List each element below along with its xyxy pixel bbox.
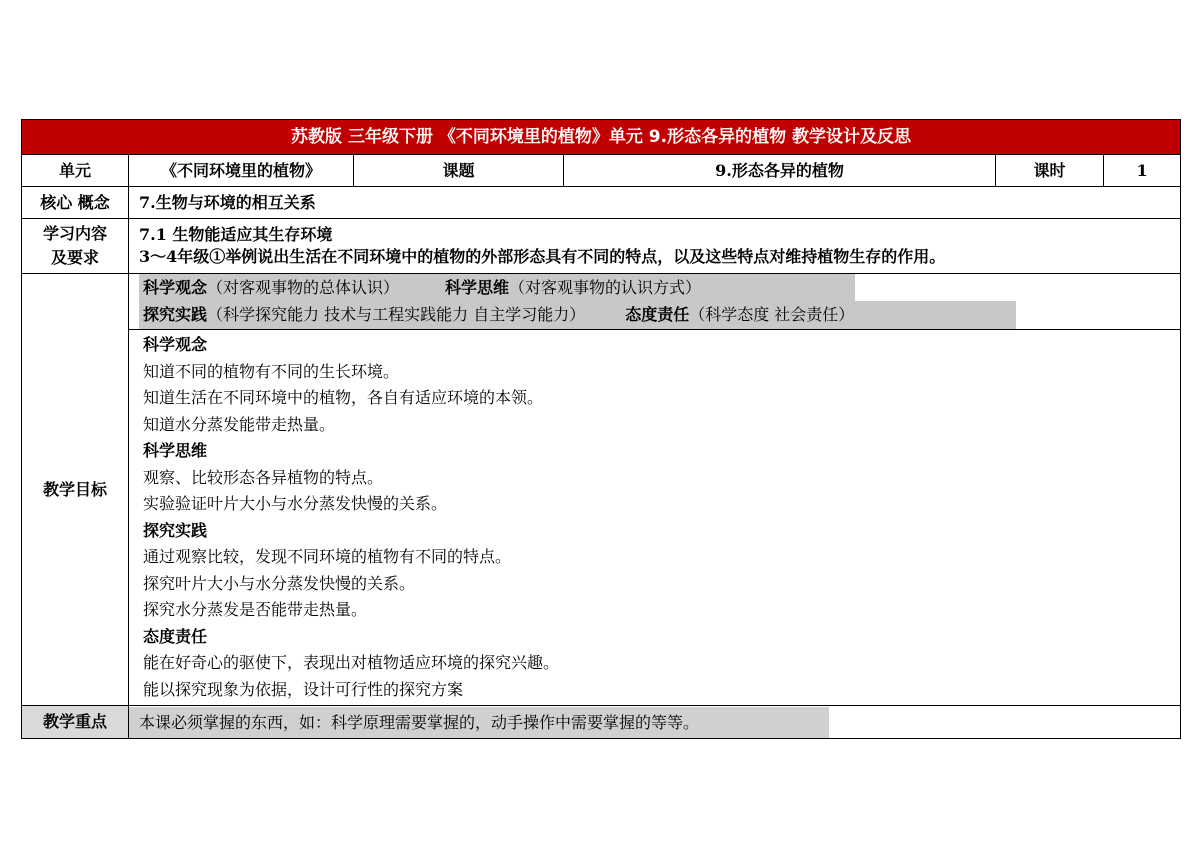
learning-content	[129, 219, 1181, 274]
lesson-plan-table	[21, 119, 1181, 739]
unit-label: 单元	[22, 155, 129, 187]
objective-item: 能以探究现象为依据，设计可行性的探究方案	[143, 679, 464, 699]
objective-heading-practice: 探究实践	[143, 520, 208, 540]
period-value: 1	[1104, 155, 1181, 187]
key-points-row	[22, 706, 1181, 739]
objective-item: 实验验证叶片大小与水分蒸发快慢的关系。	[143, 494, 448, 513]
objective-item: 知道水分蒸发能带走热量。	[143, 414, 336, 434]
objective-heading-concept: 科学观念	[143, 335, 208, 354]
learning-label	[22, 219, 129, 274]
objective-item: 通过观察比较，发现不同环境的植物有不同的特点。	[143, 547, 512, 566]
lesson-plan-document	[21, 119, 1180, 739]
objective-item: 探究水分蒸发是否能带走热量。	[143, 600, 368, 619]
literacy-concept-title: 科学观念	[143, 278, 208, 297]
topic-label: 课题	[354, 155, 564, 187]
topic-value: 9.形态各异的植物	[564, 155, 996, 187]
unit-value: 《不同环境里的植物》	[129, 155, 354, 187]
literacy-practice-desc: （科学探究能力 技术与工程实践能力 自主学习能力）	[207, 305, 586, 324]
header-row	[22, 155, 1181, 187]
learning-line1: 7.1 生物能适应其生存环境	[139, 225, 333, 244]
key-points-cell	[129, 706, 1181, 739]
literacy-thinking-title: 科学思维	[445, 278, 510, 297]
objective-heading-attitude: 态度责任	[143, 626, 208, 646]
objectives-content	[129, 274, 1181, 706]
key-points-value: 本课必须掌握的东西，如：科学原理需要掌握的，动手操作中需要掌握的等等。	[129, 707, 829, 738]
objective-item: 观察、比较形态各异植物的特点。	[143, 467, 384, 487]
literacy-block	[129, 274, 1180, 330]
objectives-list	[129, 330, 1180, 705]
literacy-row-2	[139, 301, 1180, 329]
objective-item: 知道不同的植物有不同的生长环境。	[143, 361, 400, 381]
literacy-concept-desc: （对客观事物的总体认识）	[207, 278, 400, 297]
document-title: 苏教版 三年级下册 《不同环境里的植物》单元 9.形态各异的植物 教学设计及反思	[22, 120, 1181, 155]
literacy-practice-title: 探究实践	[143, 305, 208, 324]
key-points-label: 教学重点	[22, 706, 129, 739]
core-concept-label: 核心 概念	[22, 187, 129, 219]
objective-item: 能在好奇心的驱使下，表现出对植物适应环境的探究兴趣。	[143, 653, 560, 672]
period-label: 课时	[996, 155, 1104, 187]
objectives-row	[22, 274, 1181, 706]
learning-row	[22, 219, 1181, 274]
core-concept-row	[22, 187, 1181, 219]
literacy-attitude-title: 态度责任	[625, 305, 690, 324]
objective-item: 探究叶片大小与水分蒸发快慢的关系。	[143, 573, 416, 593]
objective-item: 知道生活在不同环境中的植物，各自有适应环境的本领。	[143, 388, 544, 407]
learning-label-line1: 学习内容	[42, 224, 107, 243]
literacy-row-1	[139, 274, 1180, 301]
core-concept-value: 7.生物与环境的相互关系	[129, 187, 1181, 219]
objective-heading-thinking: 科学思维	[143, 441, 208, 460]
objectives-label: 教学目标	[22, 274, 129, 706]
learning-label-line2: 及要求	[50, 248, 99, 267]
literacy-thinking-desc: （对客观事物的认识方式）	[509, 278, 702, 297]
title-row	[22, 120, 1181, 155]
literacy-attitude-desc: （科学态度 社会责任）	[689, 305, 855, 324]
learning-line2: 3～4年级①举例说出生活在不同环境中的植物的外部形态具有不同的特点，以及这些特点对维持植物生存的作用。	[139, 247, 946, 266]
